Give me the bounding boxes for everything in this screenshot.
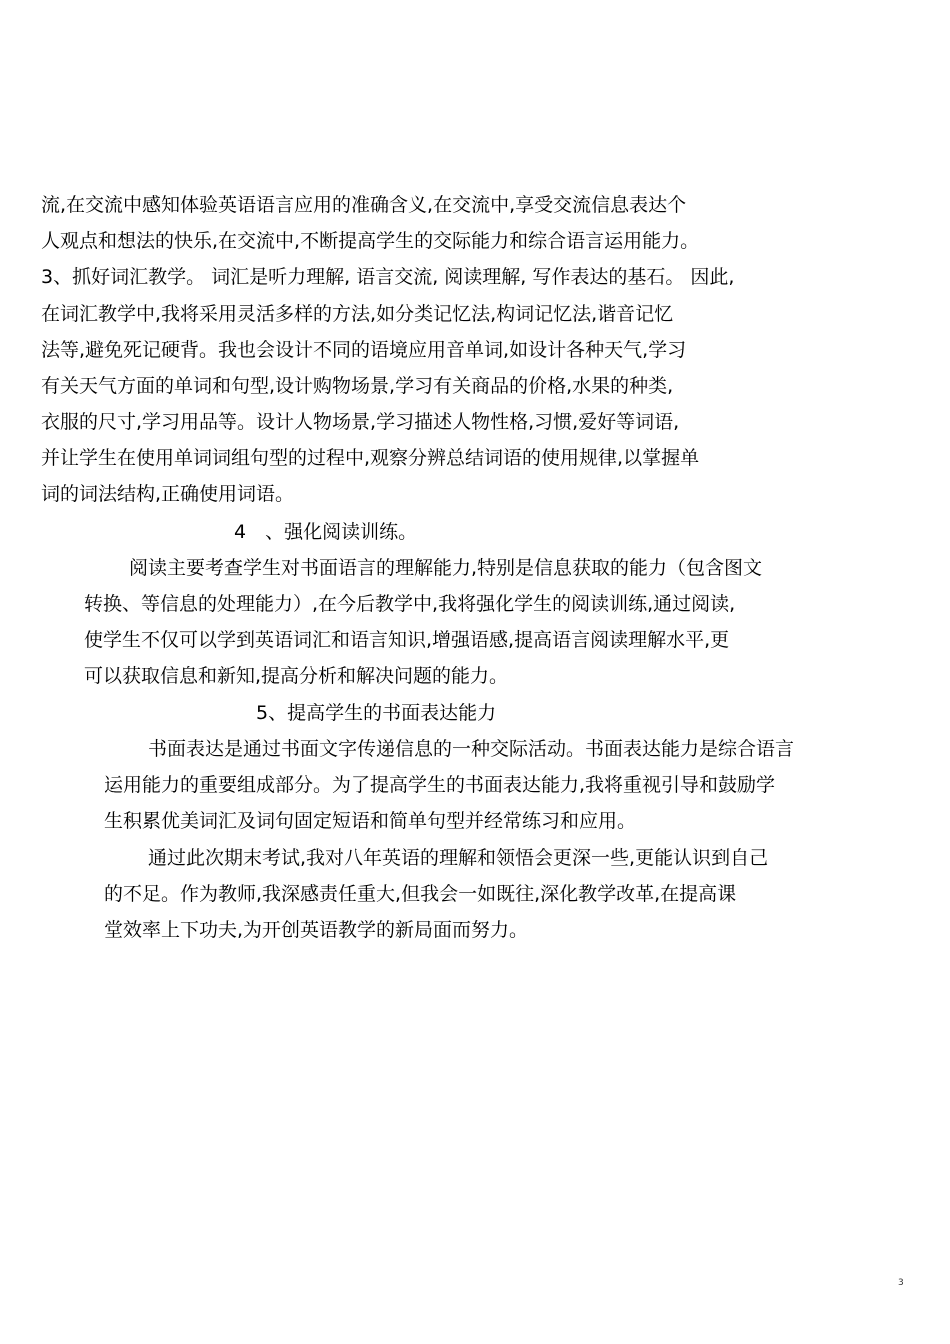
paragraph-line: 运用能力的重要组成部分。为了提高学生的书面表达能力,我将重视引导和鼓励学 bbox=[104, 774, 776, 796]
paragraph-line: 通过此次期末考试,我对八年英语的理解和领悟会更深一些,更能认识到自己 bbox=[148, 847, 769, 869]
paragraph-line: 人观点和想法的快乐,在交流中,不断提高学生的交际能力和综合语言运用能力。 bbox=[41, 230, 700, 252]
section-4-heading: 4 、强化阅读训练。 bbox=[234, 521, 418, 543]
paragraph-line: 词的词法结构,正确使用词语。 bbox=[41, 483, 295, 505]
paragraph-line: 法等,避免死记硬背。我也会设计不同的语境应用音单词,如设计各种天气,学习 bbox=[41, 339, 687, 361]
section-5-heading: 5、提高学生的书面表达能力 bbox=[256, 702, 497, 724]
paragraph-line: 有关天气方面的单词和句型,设计购物场景,学习有关商品的价格,水果的种类, bbox=[41, 375, 674, 397]
paragraph-line: 并让学生在使用单词词组句型的过程中,观察分辨总结词语的使用规律,以掌握单 bbox=[41, 447, 700, 469]
paragraph-line: 可以获取信息和新知,提高分析和解决问题的能力。 bbox=[84, 665, 509, 687]
paragraph-line: 转换、等信息的处理能力）,在今后教学中,我将强化学生的阅读训练,通过阅读, bbox=[84, 593, 736, 615]
paragraph-line: 在词汇教学中,我将采用灵活多样的方法,如分类记忆法,构词记忆法,谐音记忆 bbox=[41, 303, 674, 325]
paragraph-line: 的不足。作为教师,我深感责任重大,但我会一如既往,深化教学改革,在提高课 bbox=[104, 883, 737, 905]
paragraph-line: 堂效率上下功夫,为开创英语教学的新局面而努力。 bbox=[104, 919, 529, 941]
section-3-heading-line: 3、抓好词汇教学。 词汇是听力理解, 语言交流, 阅读理解, 写作表达的基石。 因此, bbox=[41, 266, 735, 288]
page-number: 3 bbox=[898, 1278, 904, 1288]
paragraph-line: 阅读主要考查学生对书面语言的理解能力,特别是信息获取的能力（包含图文 bbox=[129, 557, 763, 579]
paragraph-line: 流,在交流中感知体验英语语言应用的准确含义,在交流中,享受交流信息表达个 bbox=[41, 194, 687, 216]
paragraph-line: 生积累优美词汇及词句固定短语和简单句型并经常练习和应用。 bbox=[104, 810, 637, 832]
paragraph-line: 使学生不仅可以学到英语词汇和语言知识,增强语感,提高语言阅读理解水平,更 bbox=[84, 629, 730, 651]
paragraph-line: 衣服的尺寸,学习用品等。设计人物场景,学习描述人物性格,习惯,爱好等词语, bbox=[41, 411, 680, 433]
paragraph-line: 书面表达是通过书面文字传递信息的一种交际活动。书面表达能力是综合语言 bbox=[148, 738, 795, 760]
